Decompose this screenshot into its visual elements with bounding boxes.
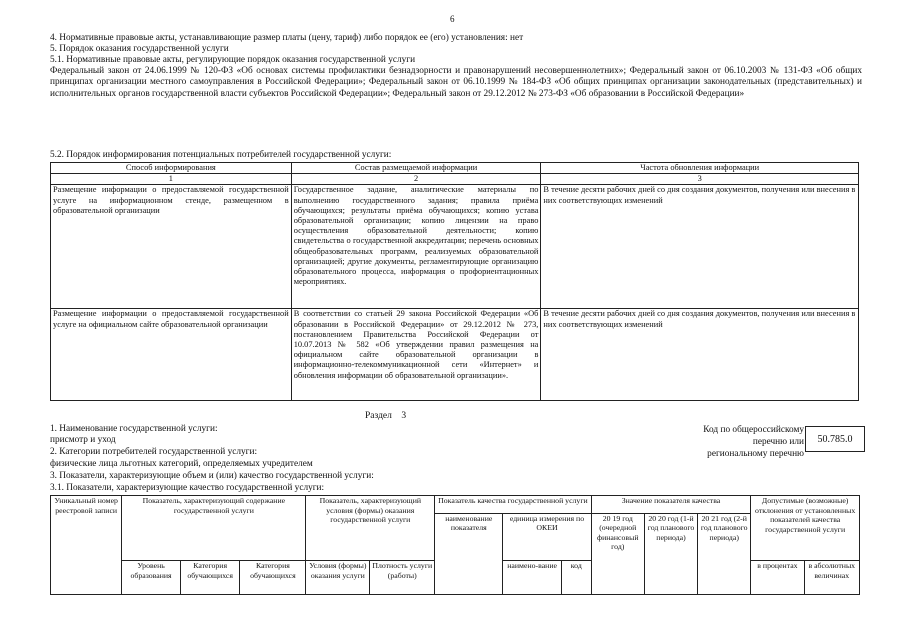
level-header: Уровень образования (122, 561, 181, 595)
table-cell-method: Размещение информации о предоставляемой государственной услуге на информационном стенде, размещенном в образовательной организации (51, 185, 292, 309)
consumer-category-value: физические лица льготных категорий, определяемых учредителем (50, 459, 313, 469)
table-cell-frequency: В течение десяти рабочих дней со дня создания документов, получения или внесения в них соответствующих изменений (541, 309, 859, 401)
table-cell-content: В соответствии со статьей 29 закона Российской Федерации «Об образовании в Российской Федерации» от 29.12.2012 № 273, постановлением Правительства Российской Федерации от 10.07.2013 № 582 «Об утверждении правил размещения на официальном сайте образовательной организации в информационно-телекоммуникационной сети «Интернет» и обновления информации об образовательной организации». (291, 309, 541, 401)
section-word: Раздел (365, 411, 392, 421)
table-cell-content: Государственное задание, аналитические материалы по выполнению государственного задания; правила приёма обучающихся; результаты приёма обучающихся; копию устава образовательной организации; копию лицензии на право осуществления образовательной деятельности; копию свидетельства о государственной аккредитации; перечень основных общеобразовательных программ, реализуемых образовательной организацией; другие документы, регламентирующие организацию образовательного процесса, информация о профориентационных мероприятиях. (291, 185, 541, 309)
percent-header: в процентах (751, 561, 804, 595)
absolute-header: в абсолютных величинах (804, 561, 859, 595)
code-label-line: перечню или (752, 437, 804, 447)
column-number: 3 (541, 174, 859, 185)
unit-code-header: код (561, 561, 591, 595)
unit-header: единица измерения по ОКЕИ (503, 513, 591, 561)
density-header: Плотность услуги (работы) (370, 561, 435, 595)
year-2-header: 20 20 год (1-й год планового периода) (644, 513, 697, 594)
header-content: Состав размещаемой информации (291, 163, 541, 174)
registry-code-label (640, 424, 804, 460)
section-title (365, 411, 406, 421)
header-method: Способ информирования (51, 163, 292, 174)
table-cell-frequency: В течение десяти рабочих дней со дня создания документов, получения или внесения в них соответствующих изменений (541, 185, 859, 309)
section-number: 3 (401, 411, 407, 421)
category-header: Категория обучающихся (180, 561, 240, 595)
procedure-heading: 5. Порядок оказания государственной услуги (50, 44, 229, 54)
content-indicator-header: Показатель, характеризующий содержание государственной услуги (122, 496, 306, 561)
service-name-value: присмотр и уход (50, 435, 116, 445)
quality-indicator-header: Показатель качества государственной услуги (435, 496, 591, 514)
unique-number-header: Уникальный номер реестровой записи (51, 496, 122, 595)
year-1-header: 20 19 год (очередной финансовый год) (591, 513, 644, 594)
category-header: Категория обучающихся (240, 561, 306, 595)
year-3-header: 20 21 год (2-й год планового периода) (698, 513, 751, 594)
laws-list: Федеральный закон от 24.06.1999 № 120-ФЗ «Об основах системы профилактики безнадзорности и правонарушений несовершеннолетних»; Федеральный закон от 06.10.2003 № 131-ФЗ «Об общих принципах организации местного самоуправления в Российской Федерации»; Федеральный закон от 06.10.1999 № 184-ФЗ «Об общих принципах организации законодательных (представительных) и исполнительных органов государственной власти субъектов Российской Федерации»; Федеральный закон от 29.12.2012 № 273-ФЗ «Об образовании в Российской Федерации» (50, 66, 862, 99)
page-number: 6 (450, 14, 455, 24)
quality-table (50, 495, 860, 595)
conditions-header: Условия (формы) оказания услуги (306, 561, 370, 595)
consumer-category-label: 2. Категории потребителей государственной услуги: (50, 447, 258, 457)
informing-heading: 5.2. Порядок информирования потенциальных потребителей государственной услуги: (50, 150, 392, 160)
registry-code-box: 50.785.0 (805, 426, 865, 452)
table-cell-method: Размещение информации о предоставляемой государственной услуге на официальном сайте образовательной организации (51, 309, 292, 401)
conditions-indicator-header: Показатель, характеризующий условия (формы) оказания государственной услуги (306, 496, 435, 561)
service-name-label: 1. Наименование государственной услуги: (50, 424, 218, 434)
quality-indicators-label: 3.1. Показатели, характеризующие качество государственной услуги: (50, 483, 325, 493)
regulatory-acts-line: 4. Нормативные правовые акты, устанавливающие размер платы (цену, тариф) либо порядок ее (его) установления: нет (50, 33, 524, 43)
column-number: 1 (51, 174, 292, 185)
indicator-name-header: наименование показателя (435, 513, 503, 594)
code-label-line: Код по общероссийскому (703, 425, 804, 435)
informing-table (50, 162, 859, 401)
indicators-label: 3. Показатели, характеризующие объем и (или) качество государственной услуги: (50, 471, 374, 481)
deviation-header: Допустимые (возможные) отклонения от установленных показателей качества государственной услуги (751, 496, 860, 561)
unit-name-header: наимено-вание (503, 561, 562, 595)
quality-values-header: Значение показателя качества (591, 496, 751, 514)
column-number: 2 (291, 174, 541, 185)
regulations-heading: 5.1. Нормативные правовые акты, регулирующие порядок оказания государственной услуги (50, 55, 416, 65)
header-frequency: Частота обновления информации (541, 163, 859, 174)
code-label-line: региональному перечню (707, 449, 804, 459)
